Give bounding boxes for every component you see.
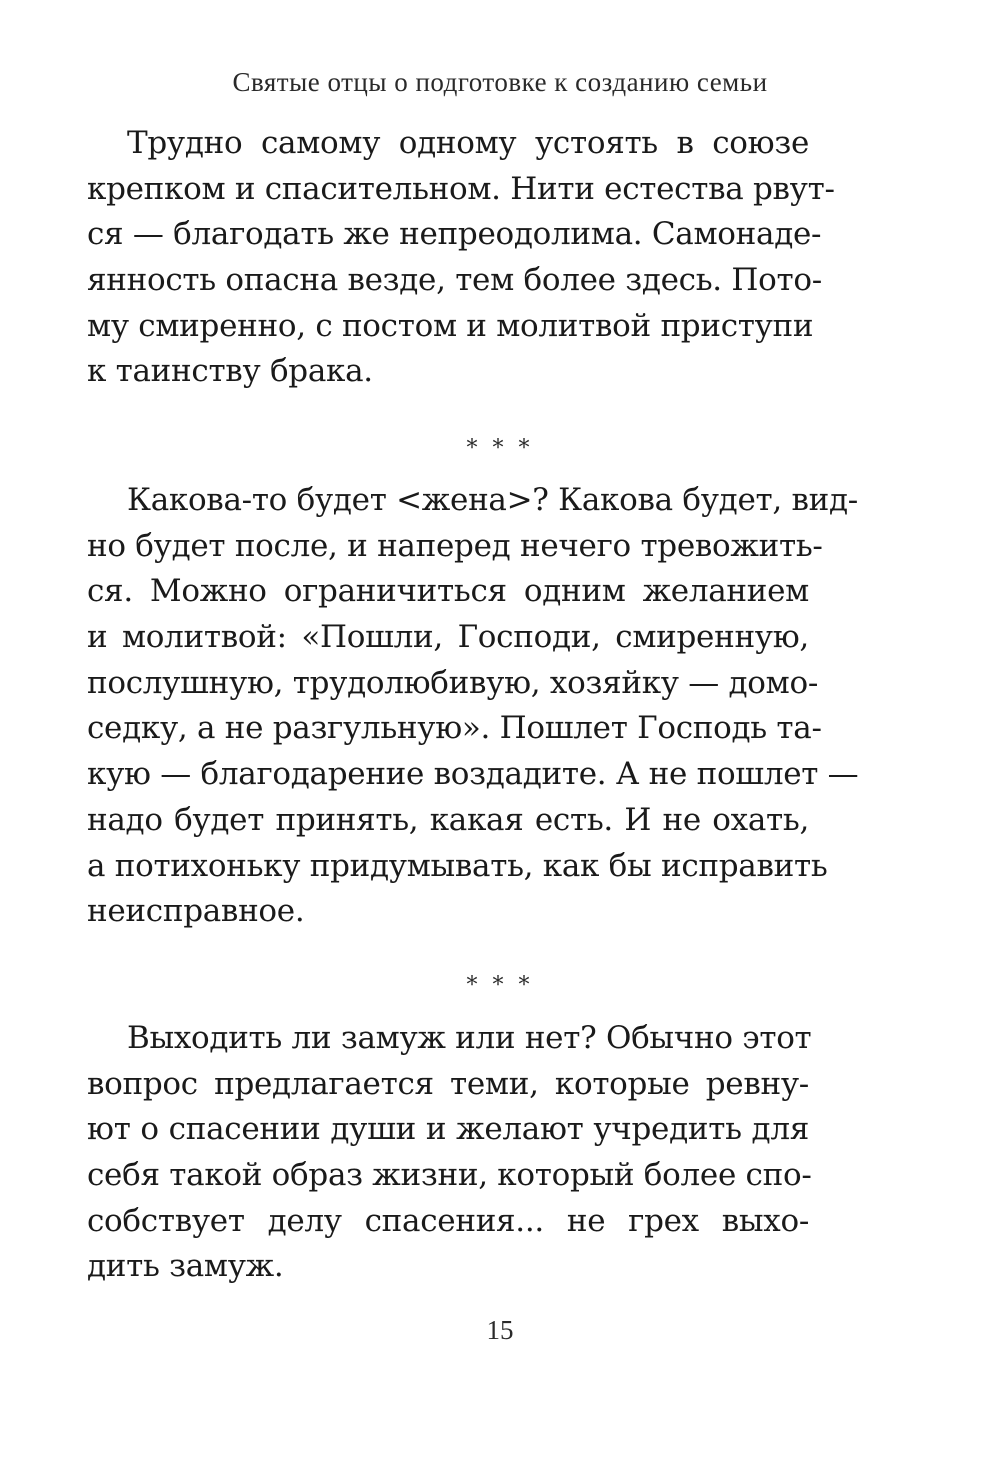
text-line: кую — благодарение воздадите. А не пошлет — [87, 756, 859, 793]
text-line: му смиренно, с постом и молитвой приступи [87, 307, 814, 344]
paragraph-1 [87, 121, 835, 395]
text-line: ся. Можно ограничиться одним желанием [87, 573, 809, 610]
paragraph-3 [87, 1016, 812, 1290]
text-line: а потихоньку придумывать, как бы исправить [87, 847, 828, 884]
text-line: собствует делу спасения... не грех выхо- [87, 1202, 809, 1239]
section-separator: * * * [466, 973, 534, 998]
text-line: Какова-то будет <жена>? Какова будет, вид- [127, 482, 858, 518]
text-line: Трудно самому одному устоять в союзе [127, 125, 809, 161]
text-line: но будет после, и наперед нечего тревожить- [87, 527, 823, 564]
text-line: седку, а не разгульную». Пошлет Господь та- [87, 710, 822, 747]
text-line: послушную, трудолюбивую, хозяйку — домо- [87, 664, 819, 701]
text-line: и молитвой: «Пошли, Господи, смиренную, [87, 619, 809, 656]
page-number: 15 [486, 1315, 514, 1345]
text-line: дить замуж. [87, 1248, 284, 1285]
text-line: янность опасна везде, тем более здесь. Пото- [87, 262, 822, 299]
text-line: себя такой образ жизни, который более спо- [87, 1157, 812, 1194]
text-line: ют о спасении души и желают учредить для [87, 1111, 809, 1148]
running-head-title: Святые отцы о подготовке к созданию семьи [232, 67, 768, 97]
text-line: к таинству брака. [87, 353, 373, 390]
paragraph-2 [87, 478, 859, 935]
text-line: крепком и спасительном. Нити естества рвут- [87, 170, 835, 207]
text-line: надо будет принять, какая есть. И не охать, [87, 801, 809, 838]
text-line: Выходить ли замуж или нет? Обычно этот [127, 1020, 812, 1056]
text-line: неисправное. [87, 893, 305, 930]
section-separator: * * * [466, 436, 534, 461]
text-line: вопрос предлагается теми, которые ревну- [87, 1065, 809, 1102]
text-line: ся — благодать же непреодолима. Самонаде- [87, 216, 822, 253]
